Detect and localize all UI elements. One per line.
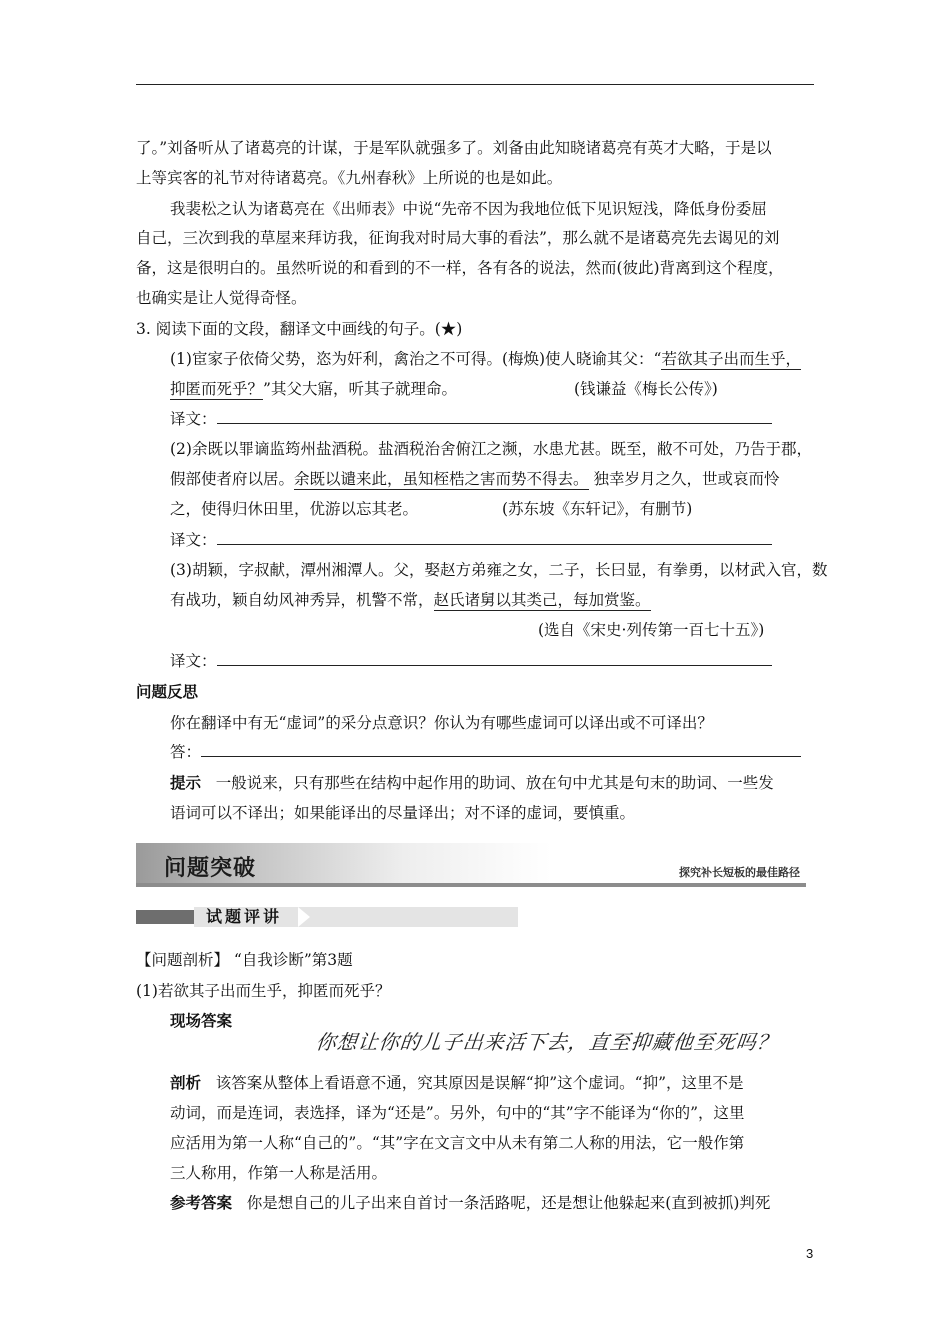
translation-answer-line[interactable]: 译文：	[170, 530, 772, 550]
passage-2-line-1: (2)余既以罪谪监筠州盐酒税。盐酒税治舍俯江之濒，水患尤甚。既至，敝不可处，乃告于郡，	[170, 440, 812, 458]
analysis-line-2: 动词，而是连词，表选择，译为“还是”。另外，句中的“其”字不能译为“你的”，这里	[170, 1104, 745, 1122]
reference-answer-line: 参考答案 你是想自己的儿子出来自首讨一条活路呢，还是想让他躲起来(直到被抓)判死	[170, 1194, 771, 1212]
reflection-title: 问题反思	[136, 683, 199, 701]
arrow-icon	[298, 907, 310, 927]
passage-2-line-2: 假部使者府以居。余既以谴来此，虽知桎梏之害而势不得去。 独幸岁月之久，世或哀而怜	[170, 470, 780, 488]
reflection-question: 你在翻译中有无“虚词”的采分点意识？你认为有哪些虚词可以译出或不可译出？	[170, 714, 713, 732]
source-citation: (苏东坡《东轩记》，有删节)	[502, 500, 693, 518]
answer-blank[interactable]	[217, 530, 772, 545]
answer-blank[interactable]	[217, 409, 772, 424]
paragraph-line: 上等宾客的礼节对待诸葛亮。《九州春秋》上所说的也是如此。	[136, 169, 563, 187]
banner-title: 问题突破	[164, 856, 257, 881]
source-citation: (钱谦益《梅长公传》)	[574, 380, 718, 398]
handwritten-answer: 你想让你的儿子出来活下去，直至抑藏他至死吗？	[314, 1030, 780, 1054]
underlined-sentence: 余既以谴来此，虽知桎梏之害而势不得去。	[294, 470, 589, 488]
analysis-line-3: 应活用为第一人称“自己的”。“其”字在文言文中从未有第二人称的用法，它一般作第	[170, 1134, 745, 1152]
paragraph-line: 也确实是让人觉得奇怪。	[136, 289, 307, 307]
passage-3-line-1: (3)胡颖，字叔献，潭州湘潭人。父，娶赵方弟雍之女，二子，长曰显，有拳勇，以材武入官，数	[170, 561, 828, 579]
reflection-answer-line[interactable]: 答：	[170, 742, 801, 762]
passage-1-line-1: (1)宦家子依倚父势，恣为奸利，禽治之不可得。(梅焕)使人晓谕其父：“若欲其子出而生乎，	[170, 350, 801, 368]
analysis-heading: 【问题剖析】 “自我诊断”第3题	[136, 951, 353, 969]
analysis-question: (1)若欲其子出而生乎，抑匿而死乎？	[136, 982, 391, 1000]
translation-answer-line[interactable]: 译文：	[170, 651, 772, 671]
section-banner	[136, 843, 806, 887]
passage-2-line-3: 之，使得归休田里，优游以忘其老。	[170, 500, 419, 518]
passage-1-line-2: 抑匿而死乎？”其父大寤，听其子就理命。	[170, 380, 457, 398]
analysis-line-1: 剖析 该答案从整体上看语意不通，究其原因是误解“抑”这个虚词。“抑”，这里不是	[170, 1074, 744, 1092]
answer-blank[interactable]	[217, 651, 772, 666]
underlined-sentence: 若欲其子出而生乎，	[661, 350, 801, 368]
paragraph-line: 我裴松之认为诸葛亮在《出师表》中说“先帝不因为我地位低下见识短浅，降低身份委屈	[170, 200, 767, 218]
paragraph-line: 备，这是很明白的。虽然听说的和看到的不一样，各有各的说法，然而(彼此)背离到这个程度，	[136, 259, 784, 277]
source-citation: (选自《宋史·列传第一百七十五》)	[538, 621, 765, 639]
onsite-answer-label: 现场答案	[170, 1012, 233, 1030]
tip-label: 提示	[170, 774, 202, 792]
header-rule	[136, 84, 814, 85]
reference-answer-label: 参考答案	[170, 1194, 233, 1212]
page-number: 3	[806, 1246, 814, 1261]
tip-line-1: 提示 一般说来，只有那些在结构中起作用的助词、放在句中尤其是句末的助词、一些发	[170, 774, 774, 792]
analysis-label: 剖析	[170, 1074, 202, 1092]
question-3-heading: 3. 阅读下面的文段，翻译文中画线的句子。(★)	[136, 320, 463, 338]
tip-line-2: 语词可以不译出；如果能译出的尽量译出；对不译的虚词，要慎重。	[170, 804, 636, 822]
paragraph-line: 了。”刘备听从了诸葛亮的计谋，于是军队就强多了。刘备由此知晓诸葛亮有英才大略，于是以	[136, 139, 772, 157]
answer-blank[interactable]	[201, 742, 801, 757]
paragraph-line: 自己，三次到我的草屋来拜访我，征询我对时局大事的看法”，那么就不是诸葛亮先去谒见的刘	[136, 229, 780, 247]
subsection-title: 试题评讲	[206, 907, 283, 926]
analysis-line-4: 三人称用，作第一人称是活用。	[170, 1164, 388, 1182]
translation-answer-line[interactable]: 译文：	[170, 409, 772, 429]
underlined-sentence: 抑匿而死乎？	[170, 380, 264, 398]
banner-subtitle: 探究补长短板的最佳路径	[679, 866, 800, 879]
subsection-header	[136, 907, 518, 927]
underlined-sentence: 赵氏诸舅以其类己，每加赏鉴。	[433, 591, 651, 609]
passage-3-line-2: 有战功，颖自幼风神秀异，机警不常，赵氏诸舅以其类己，每加赏鉴。	[170, 591, 651, 609]
